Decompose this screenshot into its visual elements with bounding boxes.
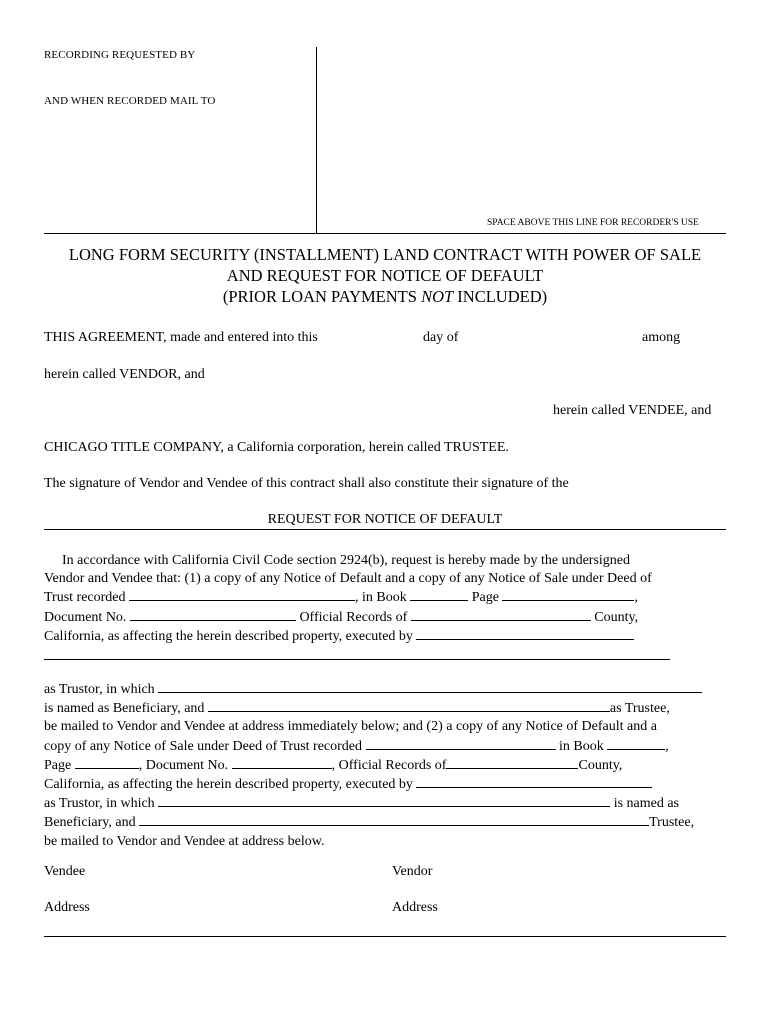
second-recorded-blank[interactable] <box>366 737 556 750</box>
request-line-8: be mailed to Vendor and Vendee at address immediately below; and (2) a copy of any Notice of Default and a <box>44 719 657 735</box>
request-line-14: be mailed to Vendor and Vendee at address below. <box>44 833 325 849</box>
recorder-box-divider <box>316 47 317 233</box>
request-heading: REQUEST FOR NOTICE OF DEFAULT <box>267 512 503 527</box>
title-line-3: (PRIOR LOAN PAYMENTS NOT INCLUDED) <box>222 287 548 306</box>
title-not-emphasis: NOT <box>421 287 454 306</box>
title-line-1: LONG FORM SECURITY (INSTALLMENT) LAND CONTRACT WITH POWER OF SALE <box>68 245 702 264</box>
second-trustee-blank[interactable] <box>139 813 649 826</box>
recorder-space-line <box>44 233 726 234</box>
page-blank[interactable] <box>502 588 634 601</box>
document-title <box>0 244 770 307</box>
when-recorded-mail-to-label: AND WHEN RECORDED MAIL TO <box>44 95 216 107</box>
request-line-5: California, as affecting the herein described property, executed by <box>44 627 728 646</box>
official-records-blank[interactable] <box>411 608 591 621</box>
trustee-name-blank[interactable] <box>208 699 610 712</box>
signature-clause: The signature of Vendor and Vendee of this contract shall also constitute their signature of the <box>44 476 569 491</box>
book-blank[interactable] <box>410 588 468 601</box>
vendor-label: Vendor <box>392 864 433 879</box>
bottom-rule <box>44 936 726 937</box>
request-line-10: Page , Document No. , Official Records of County, <box>44 757 623 773</box>
recorded-date-blank[interactable] <box>129 588 355 601</box>
agreement-intro: THIS AGREEMENT, made and entered into this <box>44 330 318 345</box>
request-line-13: Beneficiary, and Trustee, <box>44 815 695 831</box>
vendor-designation: herein called VENDOR, and <box>44 367 205 382</box>
vendee-designation: herein called VENDEE, and <box>553 403 712 418</box>
second-document-no-blank[interactable] <box>232 756 332 769</box>
vendor-address-label: Address <box>392 900 438 915</box>
request-paragraph-2 <box>44 680 728 851</box>
second-official-records-blank[interactable] <box>446 756 578 769</box>
second-book-blank[interactable] <box>607 737 665 750</box>
second-executed-by-blank[interactable] <box>416 775 652 788</box>
request-line-1: In accordance with California Civil Code section 2924(b), request is hereby made by the undersigned <box>62 553 630 568</box>
executed-by-continuation-line[interactable] <box>44 659 670 660</box>
trustee-designation: CHICAGO TITLE COMPANY, a California corporation, herein called TRUSTEE. <box>44 440 509 455</box>
second-trustor-blank[interactable] <box>158 794 610 807</box>
vendee-address-label: Address <box>44 900 90 915</box>
recording-requested-by-label: RECORDING REQUESTED BY <box>44 49 196 61</box>
agreement-among: among <box>642 330 681 345</box>
agreement-day-of: day of <box>423 330 459 345</box>
executed-by-blank[interactable] <box>416 627 634 640</box>
request-paragraph-1 <box>44 552 728 646</box>
second-page-blank[interactable] <box>75 756 139 769</box>
request-line-12: as Trustor, in which is named as <box>44 796 680 812</box>
document-no-blank[interactable] <box>130 608 296 621</box>
request-line-2: Vendor and Vendee that: (1) a copy of any Notice of Default and a copy of any Notice of Sale under Deed of <box>44 571 652 587</box>
request-line-11: California, as affecting the herein described property, executed by <box>44 775 728 794</box>
title-line-2: AND REQUEST FOR NOTICE OF DEFAULT <box>226 266 544 285</box>
vendee-label: Vendee <box>44 864 86 879</box>
request-line-7: is named as Beneficiary, and as Trustee, <box>44 701 670 717</box>
request-line-9: copy of any Notice of Sale under Deed of Trust recorded in Book , <box>44 738 669 754</box>
request-line-3: Trust recorded , in Book Page , <box>44 590 638 606</box>
request-heading-rule <box>44 529 726 530</box>
trustor-in-which-blank[interactable] <box>158 680 702 693</box>
request-line-6: as Trustor, in which <box>44 680 728 699</box>
request-line-4: Document No. Official Records of County, <box>44 609 639 625</box>
recorders-use-label: SPACE ABOVE THIS LINE FOR RECORDER'S USE <box>487 218 699 228</box>
